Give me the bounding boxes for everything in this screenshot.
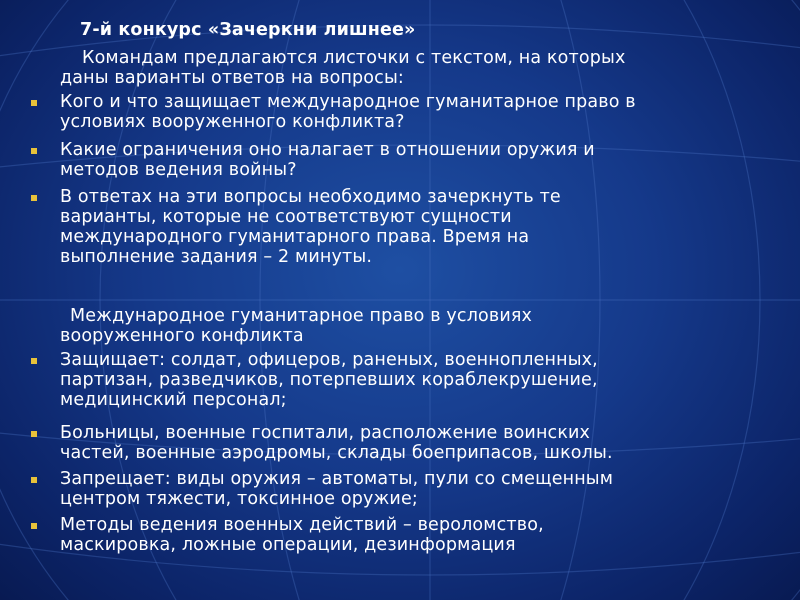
answer-bullet: Запрещает: виды оружия – автоматы, пули со смещенным центром тяжести, токсинное оружие; bbox=[60, 469, 614, 509]
task-bullet: Кого и что защищает международное гуманитарное право в условиях вооруженного конфликта? bbox=[60, 92, 636, 132]
slide-heading: 7-й конкурс «Зачеркни лишнее» bbox=[80, 20, 416, 40]
intro-text: Командам предлагаются листочки с текстом, на которых даны варианты ответов на вопросы: bbox=[60, 48, 626, 88]
bullet-marker bbox=[31, 148, 37, 154]
answers-subheading: Международное гуманитарное право в условиях вооруженного конфликта bbox=[60, 306, 533, 346]
bullet-marker bbox=[31, 523, 37, 529]
answer-bullet: Защищает: солдат, офицеров, раненых, военнопленных, партизан, разведчиков, потерпевших кораблекрушение, медицинский персонал; bbox=[60, 350, 598, 410]
bullet-marker bbox=[31, 358, 37, 364]
bullet-marker bbox=[31, 100, 37, 106]
bullet-marker bbox=[31, 195, 37, 201]
answer-bullet: Методы ведения военных действий – вероломство, маскировка, ложные операции, дезинформация bbox=[60, 515, 544, 555]
bullet-marker bbox=[31, 477, 37, 483]
answer-bullet: Больницы, военные госпитали, расположение воинских частей, военные аэродромы, склады боеприпасов, школы. bbox=[60, 423, 613, 463]
task-bullet: В ответах на эти вопросы необходимо зачеркнуть те варианты, которые не соответствуют сущности международного гуманитарного права. Время на выполнение задания – 2 минуты. bbox=[60, 187, 561, 267]
task-bullet: Какие ограничения оно налагает в отношении оружия и методов ведения войны? bbox=[60, 140, 595, 180]
bullet-marker bbox=[31, 431, 37, 437]
